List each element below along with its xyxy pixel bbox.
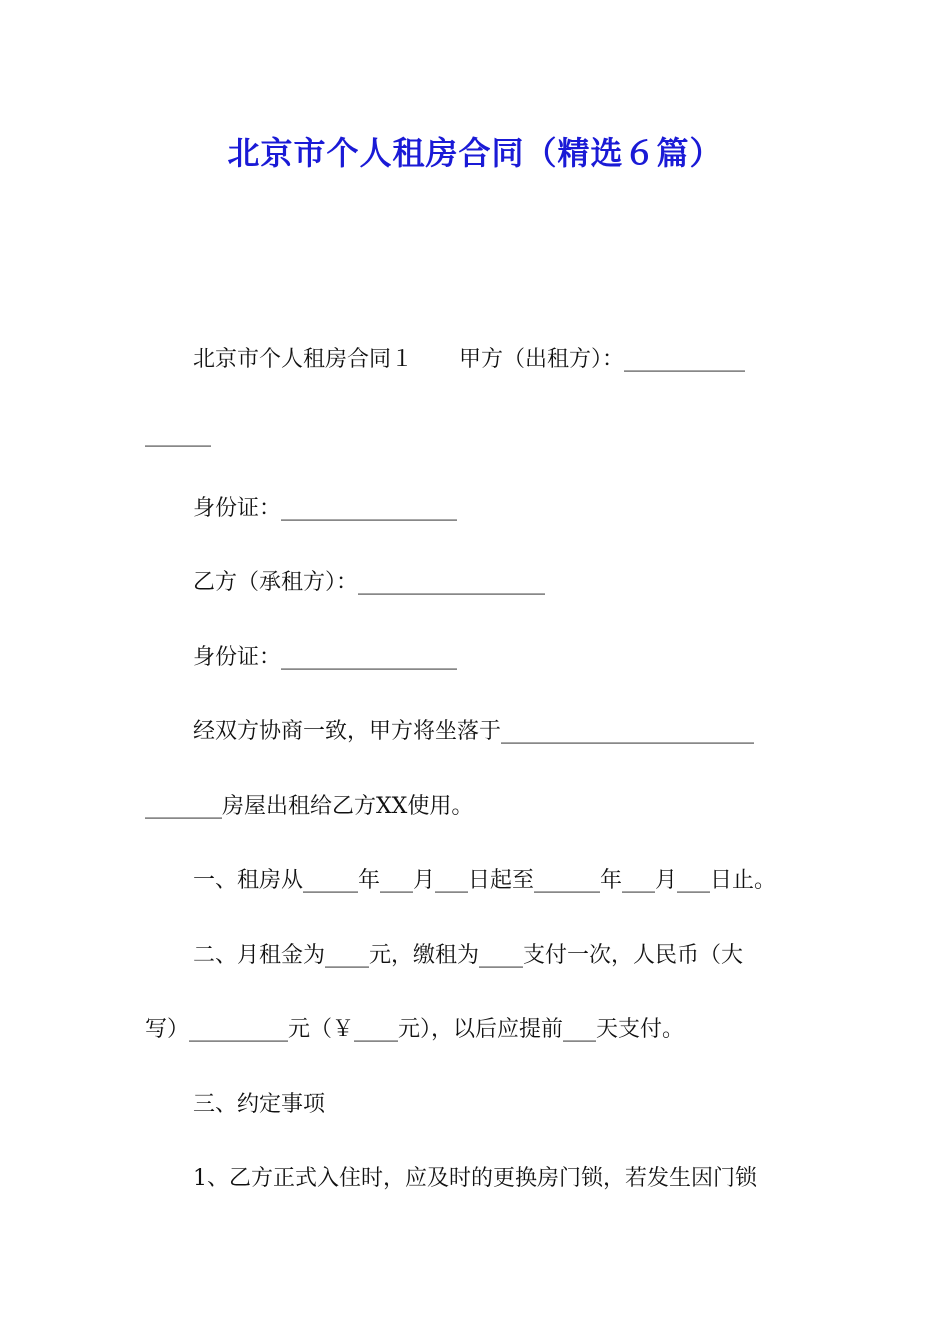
document-title: 北京市个人租房合同（精选６篇）: [227, 134, 723, 172]
contract-heading: 北京市个人租房合同１: [193, 347, 414, 372]
location-line: 经双方协商一致，甲方将坐落于_______________________: [193, 719, 755, 744]
terms-header: 三、约定事项: [193, 1092, 326, 1117]
party-a-id-line: 身份证：________________: [193, 496, 458, 521]
party-b-id-line: 身份证：________________: [193, 645, 458, 670]
rent-line: 二、月租金为____元，缴租为____支付一次，人民币（大: [193, 943, 744, 968]
party-b-line: 乙方（承租方）：_________________: [193, 570, 546, 595]
party-a-continuation: ______: [145, 422, 211, 447]
rent-continuation: 写）_________元（￥____元），以后应提前___天支付。: [145, 1017, 685, 1042]
lease-term-line: 一、租房从_____年___月___日起至______年___月___日止。: [193, 868, 777, 893]
party-a-line: 甲方（出租方）：___________: [459, 347, 746, 372]
term-item-1: 1、乙方正式入住时，应及时的更换房门锁，若发生因门锁: [193, 1166, 757, 1191]
first-line: [145, 345, 815, 375]
location-continuation: _______房屋出租给乙方XX使用。: [145, 794, 474, 819]
